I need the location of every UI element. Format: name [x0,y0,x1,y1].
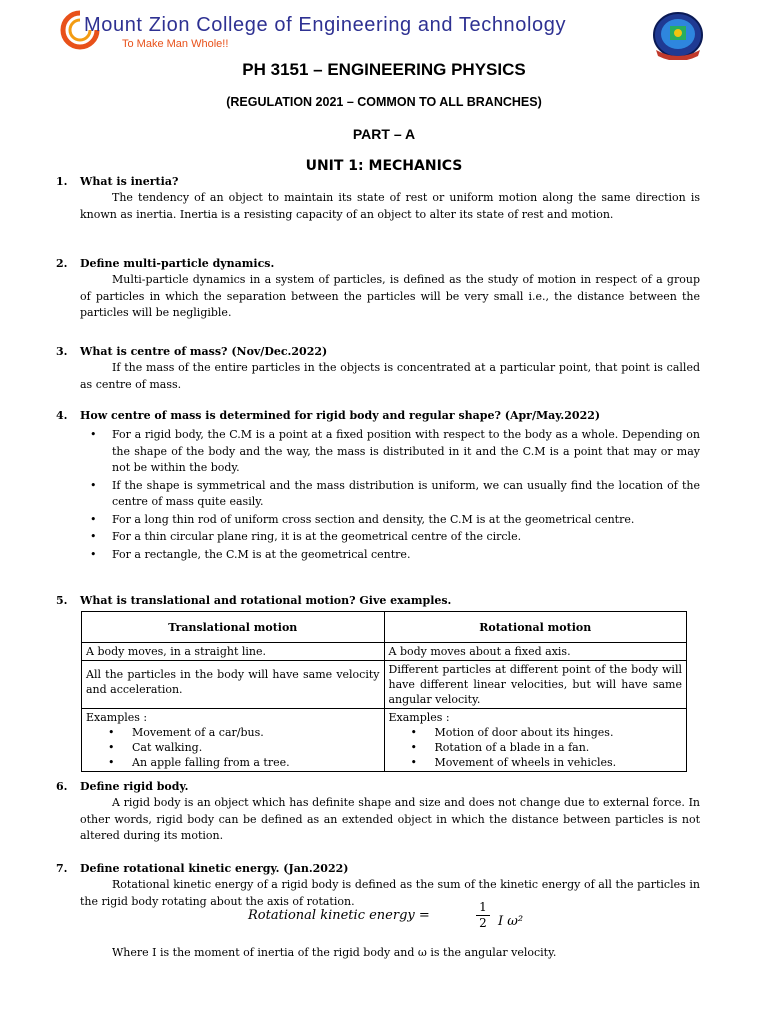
question-number: 3. [56,345,68,358]
table-cell [82,709,385,772]
formula-note: Where I is the moment of inertia of the rigid body and ω is the angular velocity. [112,946,557,959]
list-item: • For a long thin rod of uniform cross section and density, the C.M is at the geometrical centre. [90,512,700,529]
table-header-row [82,612,687,643]
table-row [82,661,687,709]
college-crest-icon [648,10,708,60]
table-row [82,643,687,661]
question-text: What is centre of mass? (Nov/Dec.2022) [80,345,328,358]
examples-label: Examples : [86,711,148,724]
list-item: • Movement of wheels in vehicles. [389,755,683,770]
part-heading: PART – A [352,126,416,142]
answer-7: Rotational kinetic energy of a rigid body is defined as the sum of the kinetic energy of all the particles in the rigid body rotating about the axis of rotation. [80,878,700,908]
question-3 [56,345,706,358]
table-cell [384,709,687,772]
question-number: 5. [56,594,68,607]
column-header: Translational motion [82,612,385,643]
formula-fraction [476,900,490,931]
answer-3: If the mass of the entire particles in the objects is concentrated at a particular point, that point is called as centre of mass. [80,361,700,391]
column-header: Rotational motion [384,612,687,643]
question-2 [56,257,706,270]
question-1 [56,175,706,188]
table-cell: A body moves about a fixed axis. [384,643,687,661]
question-text: How centre of mass is determined for rigid body and regular shape? (Apr/May.2022) [80,409,601,422]
question-number: 4. [56,409,68,422]
college-header [56,8,716,52]
table-cell: Different particles at different point of the body will have different linear velocities, but will have same angular velocity. [384,661,687,709]
formula-rhs: I ω² [498,914,524,929]
question-4 [56,409,706,422]
question-number: 2. [56,257,68,270]
answer-2: Multi-particle dynamics in a system of particles, is defined as the study of motion in respect of a group of particles in which the separation between the particles will be very small i.e., the distance between the particles will be negligible. [80,273,700,319]
college-tagline: To Make Man Whole!! [122,38,229,50]
list-item: • If the shape is symmetrical and the mass distribution is uniform, we can usually find the location of the centre of mass quite easily. [90,478,700,511]
regulation-subtitle: (REGULATION 2021 – COMMON TO ALL BRANCHES) [226,95,542,109]
answer-4-list [90,427,700,564]
table-cell: A body moves, in a straight line. [82,643,385,661]
question-7 [56,862,706,875]
list-item: • Movement of a car/bus. [86,725,380,740]
list-item: • Rotation of a blade in a fan. [389,740,683,755]
kinetic-energy-formula [248,900,524,930]
question-6 [56,780,706,793]
question-text: Define rigid body. [80,780,189,793]
question-5 [56,594,706,607]
motion-comparison-table [81,611,687,772]
list-item: • For a rectangle, the C.M is at the geometrical centre. [90,547,700,564]
answer-1: The tendency of an object to maintain its state of rest or uniform motion along the same direction is known as inertia. Inertia is a resisting capacity of an object to alter its state of rest and motion. [80,191,700,221]
list-item: • For a thin circular plane ring, it is at the geometrical centre of the circle. [90,529,700,546]
fraction-denominator: 2 [476,915,490,931]
table-row [82,709,687,772]
question-text: What is inertia? [80,175,179,188]
table-cell: All the particles in the body will have same velocity and acceleration. [82,661,385,709]
question-text: What is translational and rotational motion? Give examples. [80,594,452,607]
question-number: 6. [56,780,68,793]
question-number: 1. [56,175,68,188]
answer-6: A rigid body is an object which has definite shape and size and does not change due to external force. In other words, rigid body can be defined as an extended object in which the distance between particles is not altered during its motion. [80,796,700,842]
college-name: Mount Zion College of Engineering and Technology [84,14,567,36]
unit-heading: UNIT 1: MECHANICS [305,158,463,174]
examples-list [86,725,380,770]
course-title: PH 3151 – ENGINEERING PHYSICS [242,60,526,79]
examples-list [389,725,683,770]
list-item: • For a rigid body, the C.M is a point at a fixed position with respect to the body as a whole. Depending on the shape of the body and the way, the mass is distributed in it and the C.M is a point that may or may not be within the body. [90,427,700,477]
list-item: • Motion of door about its hinges. [389,725,683,740]
question-number: 7. [56,862,68,875]
list-item: • Cat walking. [86,740,380,755]
question-text: Define multi-particle dynamics. [80,257,275,270]
question-text: Define rotational kinetic energy. (Jan.2022) [80,862,349,875]
fraction-numerator: 1 [479,900,487,914]
list-item: • An apple falling from a tree. [86,755,380,770]
examples-label: Examples : [388,711,450,724]
formula-lhs: Rotational kinetic energy = [248,908,430,923]
